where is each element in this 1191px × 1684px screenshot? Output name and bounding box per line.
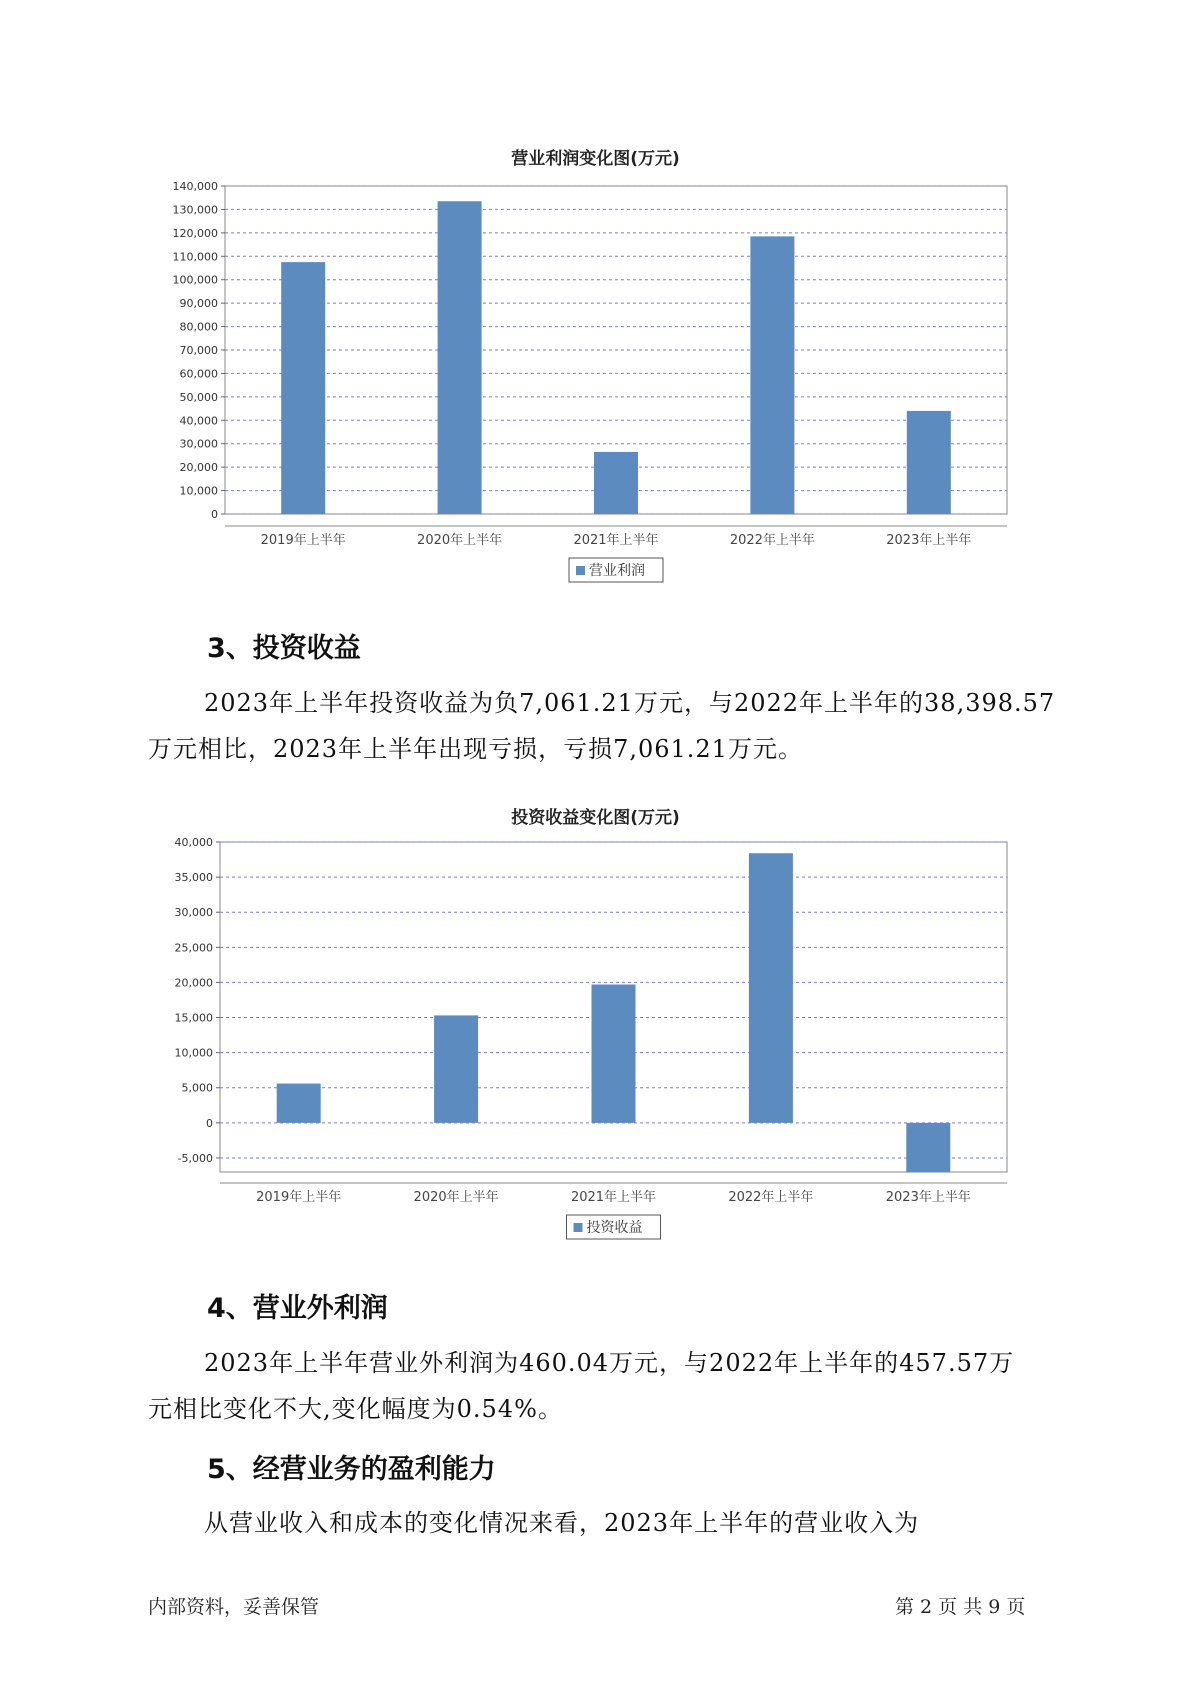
y-tick-label: 20,000: [179, 461, 218, 475]
section-nonop-heading: 4、营业外利润: [207, 1293, 388, 1324]
section-profitability-heading: 5、经营业务的盈利能力: [207, 1454, 496, 1485]
x-tick-label: 2020年上半年: [417, 533, 503, 548]
y-tick-label: 90,000: [179, 297, 218, 311]
bar: [277, 1084, 321, 1123]
y-tick-label: 120,000: [172, 226, 218, 240]
bar: [906, 1123, 950, 1173]
bar: [434, 1015, 478, 1122]
x-tick-label: 2023年上半年: [886, 533, 972, 548]
nonop-line-1: 2023年上半年营业外利润为460.04万元，与2022年上半年的457.57万: [204, 1349, 1015, 1377]
x-tick-label: 2022年上半年: [728, 1190, 814, 1205]
y-tick-label: 70,000: [179, 344, 218, 357]
bar: [592, 985, 636, 1123]
y-tick-label: 35,000: [174, 871, 213, 885]
investment-line-2: 万元相比，2023年上半年出现亏损，亏损7,061.21万元。: [148, 735, 803, 763]
section-nonop-paragraph: [148, 1340, 1088, 1432]
y-tick-label: -5,000: [177, 1151, 213, 1165]
chart2-title: 投资收益变化图(万元): [511, 808, 680, 828]
y-tick-label: 15,000: [174, 1011, 213, 1025]
footer-page-number: 第 2 页 共 9 页: [895, 1596, 1026, 1618]
x-tick-label: 2021年上半年: [573, 533, 659, 548]
section-investment-heading: 3、投资收益: [207, 633, 361, 664]
x-tick-label: 2019年上半年: [260, 533, 346, 548]
bar: [749, 853, 793, 1123]
x-tick-label: 2021年上半年: [570, 1190, 657, 1205]
x-tick-label: 2022年上半年: [729, 533, 815, 548]
y-tick-label: 30,000: [179, 437, 218, 451]
section-profitability-paragraph: [148, 1500, 1088, 1546]
legend: [567, 1215, 661, 1239]
x-tick-label: 2023年上半年: [885, 1190, 971, 1205]
y-tick-label: 30,000: [174, 906, 213, 920]
y-tick-label: 25,000: [174, 941, 213, 955]
footer-left: 内部资料，妥善保管: [148, 1596, 320, 1618]
y-tick-label: 80,000: [179, 320, 218, 334]
nonop-line-2: 元相比变化不大,变化幅度为0.54%。: [148, 1395, 563, 1423]
y-tick-label: 110,000: [172, 250, 218, 264]
y-tick-label: 40,000: [174, 836, 213, 849]
y-tick-label: 20,000: [174, 976, 213, 990]
investment-line-1: 2023年上半年投资收益为负7,061.21万元，与2022年上半年的38,398.57: [204, 689, 1056, 717]
y-tick-label: 140,000: [172, 180, 218, 193]
y-tick-label: 5,000: [181, 1081, 213, 1095]
legend-swatch: [574, 1223, 583, 1232]
x-tick-label: 2020年上半年: [413, 1190, 499, 1205]
x-tick-label: 2019年上半年: [256, 1190, 342, 1205]
y-tick-label: 40,000: [179, 414, 218, 428]
profitability-line-1: 从营业收入和成本的变化情况来看，2023年上半年的营业收入为: [204, 1509, 920, 1537]
y-tick-label: 100,000: [172, 273, 218, 287]
y-tick-label: 60,000: [179, 367, 218, 381]
y-tick-label: 10,000: [179, 484, 218, 498]
y-tick-label: 50,000: [179, 390, 218, 404]
y-tick-label: 0: [211, 508, 218, 521]
legend-label: 投资收益: [586, 1220, 643, 1236]
chart1-title: 营业利润变化图(万元): [511, 149, 680, 169]
y-tick-label: 10,000: [174, 1046, 213, 1060]
legend-label: 营业利润: [589, 563, 645, 579]
y-tick-label: 0: [206, 1116, 213, 1130]
y-tick-label: 130,000: [172, 203, 218, 217]
